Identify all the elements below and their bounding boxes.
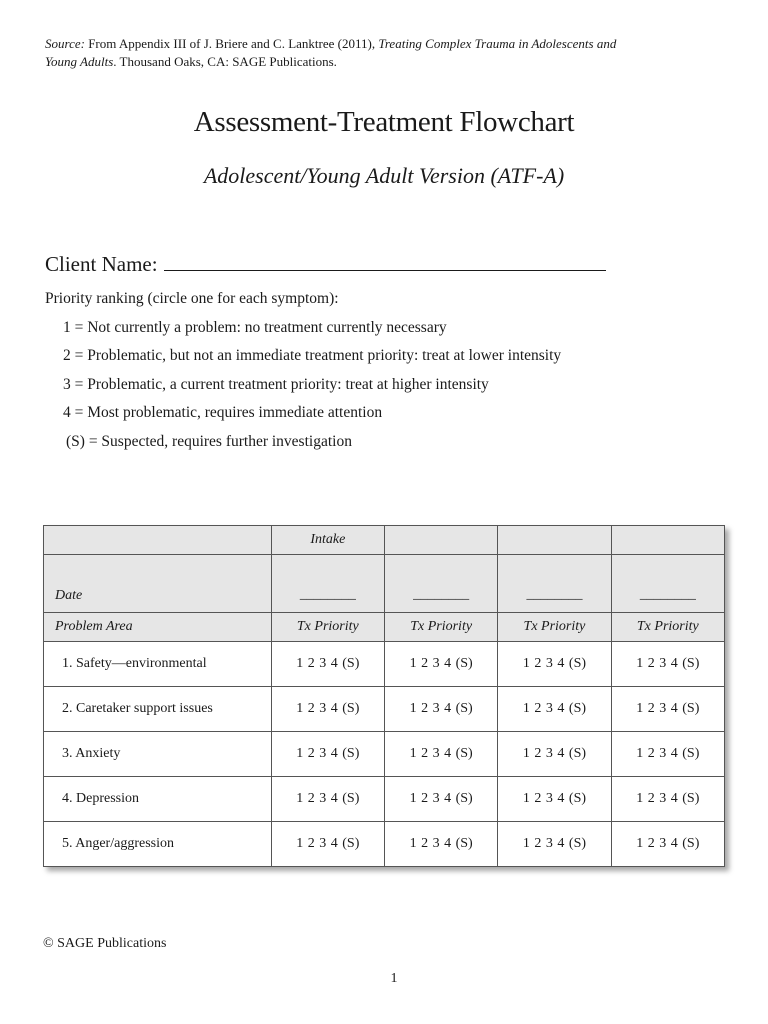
priority-item: (S) = Suspected, requires further investigation bbox=[66, 432, 352, 450]
table-row bbox=[44, 732, 725, 777]
source-text-2: . Thousand Oaks, CA: SAGE Publications. bbox=[113, 54, 337, 69]
rating-options[interactable]: 1 2 3 4 (S) bbox=[498, 642, 611, 687]
rating-options[interactable]: 1 2 3 4 (S) bbox=[611, 822, 724, 867]
client-name-blank[interactable] bbox=[164, 250, 606, 271]
problem-area-name: 3. Anxiety bbox=[44, 732, 272, 777]
problem-area-name: 4. Depression bbox=[44, 777, 272, 822]
rating-options[interactable]: 1 2 3 4 (S) bbox=[498, 777, 611, 822]
rating-options[interactable]: 1 2 3 4 (S) bbox=[384, 732, 497, 777]
table-row bbox=[44, 687, 725, 732]
date-blank[interactable]: ________ bbox=[498, 555, 611, 613]
date-row bbox=[44, 555, 725, 613]
priority-heading: Priority ranking (circle one for each symptom): bbox=[45, 290, 339, 307]
table-row bbox=[44, 642, 725, 687]
source-book-title-2: Young Adults bbox=[45, 54, 114, 69]
date-blank[interactable]: ________ bbox=[611, 555, 724, 613]
date-label: Date bbox=[44, 555, 272, 613]
tx-priority-label: Tx Priority bbox=[498, 613, 611, 642]
intake-label: Intake bbox=[271, 526, 384, 555]
source-citation bbox=[45, 35, 735, 71]
source-book-title-1: Treating Complex Trauma in Adolescents and bbox=[378, 36, 617, 51]
rating-options[interactable]: 1 2 3 4 (S) bbox=[611, 687, 724, 732]
rating-options[interactable]: 1 2 3 4 (S) bbox=[611, 732, 724, 777]
rating-options[interactable]: 1 2 3 4 (S) bbox=[384, 687, 497, 732]
rating-options[interactable]: 1 2 3 4 (S) bbox=[384, 642, 497, 687]
client-name-field[interactable] bbox=[45, 250, 606, 277]
rating-options[interactable]: 1 2 3 4 (S) bbox=[611, 777, 724, 822]
rating-options[interactable]: 1 2 3 4 (S) bbox=[498, 822, 611, 867]
page-title: Assessment-Treatment Flowchart bbox=[193, 106, 575, 138]
priority-item: 4 = Most problematic, requires immediate attention bbox=[63, 404, 383, 421]
source-label: Source: bbox=[45, 36, 85, 51]
intake-header-row bbox=[44, 526, 725, 555]
copyright-notice: © SAGE Publications bbox=[43, 936, 167, 951]
priority-item: 1 = Not currently a problem: no treatment currently necessary bbox=[63, 318, 447, 336]
rating-options[interactable]: 1 2 3 4 (S) bbox=[271, 822, 384, 867]
priority-ranking bbox=[45, 285, 561, 456]
rating-options[interactable]: 1 2 3 4 (S) bbox=[498, 687, 611, 732]
page-subtitle: Adolescent/Young Adult Version (ATF-A) bbox=[203, 163, 565, 188]
table-row bbox=[44, 777, 725, 822]
rating-options[interactable]: 1 2 3 4 (S) bbox=[611, 642, 724, 687]
problem-area-label: Problem Area bbox=[44, 613, 272, 642]
problem-area-header-row bbox=[44, 613, 725, 642]
problem-area-name: 1. Safety—environmental bbox=[44, 642, 272, 687]
client-name-label: Client Name: bbox=[45, 252, 158, 276]
tx-priority-label: Tx Priority bbox=[611, 613, 724, 642]
date-blank[interactable]: ________ bbox=[271, 555, 384, 613]
rating-options[interactable]: 1 2 3 4 (S) bbox=[384, 777, 497, 822]
rating-options[interactable]: 1 2 3 4 (S) bbox=[384, 822, 497, 867]
source-text-1: From Appendix III of J. Briere and C. Lanktree (2011), bbox=[84, 36, 379, 51]
rating-options[interactable]: 1 2 3 4 (S) bbox=[271, 642, 384, 687]
rating-options[interactable]: 1 2 3 4 (S) bbox=[271, 732, 384, 777]
rating-options[interactable]: 1 2 3 4 (S) bbox=[271, 777, 384, 822]
rating-options[interactable]: 1 2 3 4 (S) bbox=[498, 732, 611, 777]
rating-options[interactable]: 1 2 3 4 (S) bbox=[271, 687, 384, 732]
date-blank[interactable]: ________ bbox=[384, 555, 497, 613]
tx-priority-label: Tx Priority bbox=[271, 613, 384, 642]
problem-area-name: 5. Anger/aggression bbox=[44, 822, 272, 867]
flowchart-table bbox=[43, 525, 725, 867]
tx-priority-label: Tx Priority bbox=[384, 613, 497, 642]
priority-item: 3 = Problematic, a current treatment priority: treat at higher intensity bbox=[63, 375, 489, 393]
page-number: 1 bbox=[390, 971, 398, 986]
priority-item: 2 = Problematic, but not an immediate treatment priority: treat at lower intensity bbox=[63, 347, 562, 364]
problem-area-name: 2. Caretaker support issues bbox=[44, 687, 272, 732]
table-row bbox=[44, 822, 725, 867]
